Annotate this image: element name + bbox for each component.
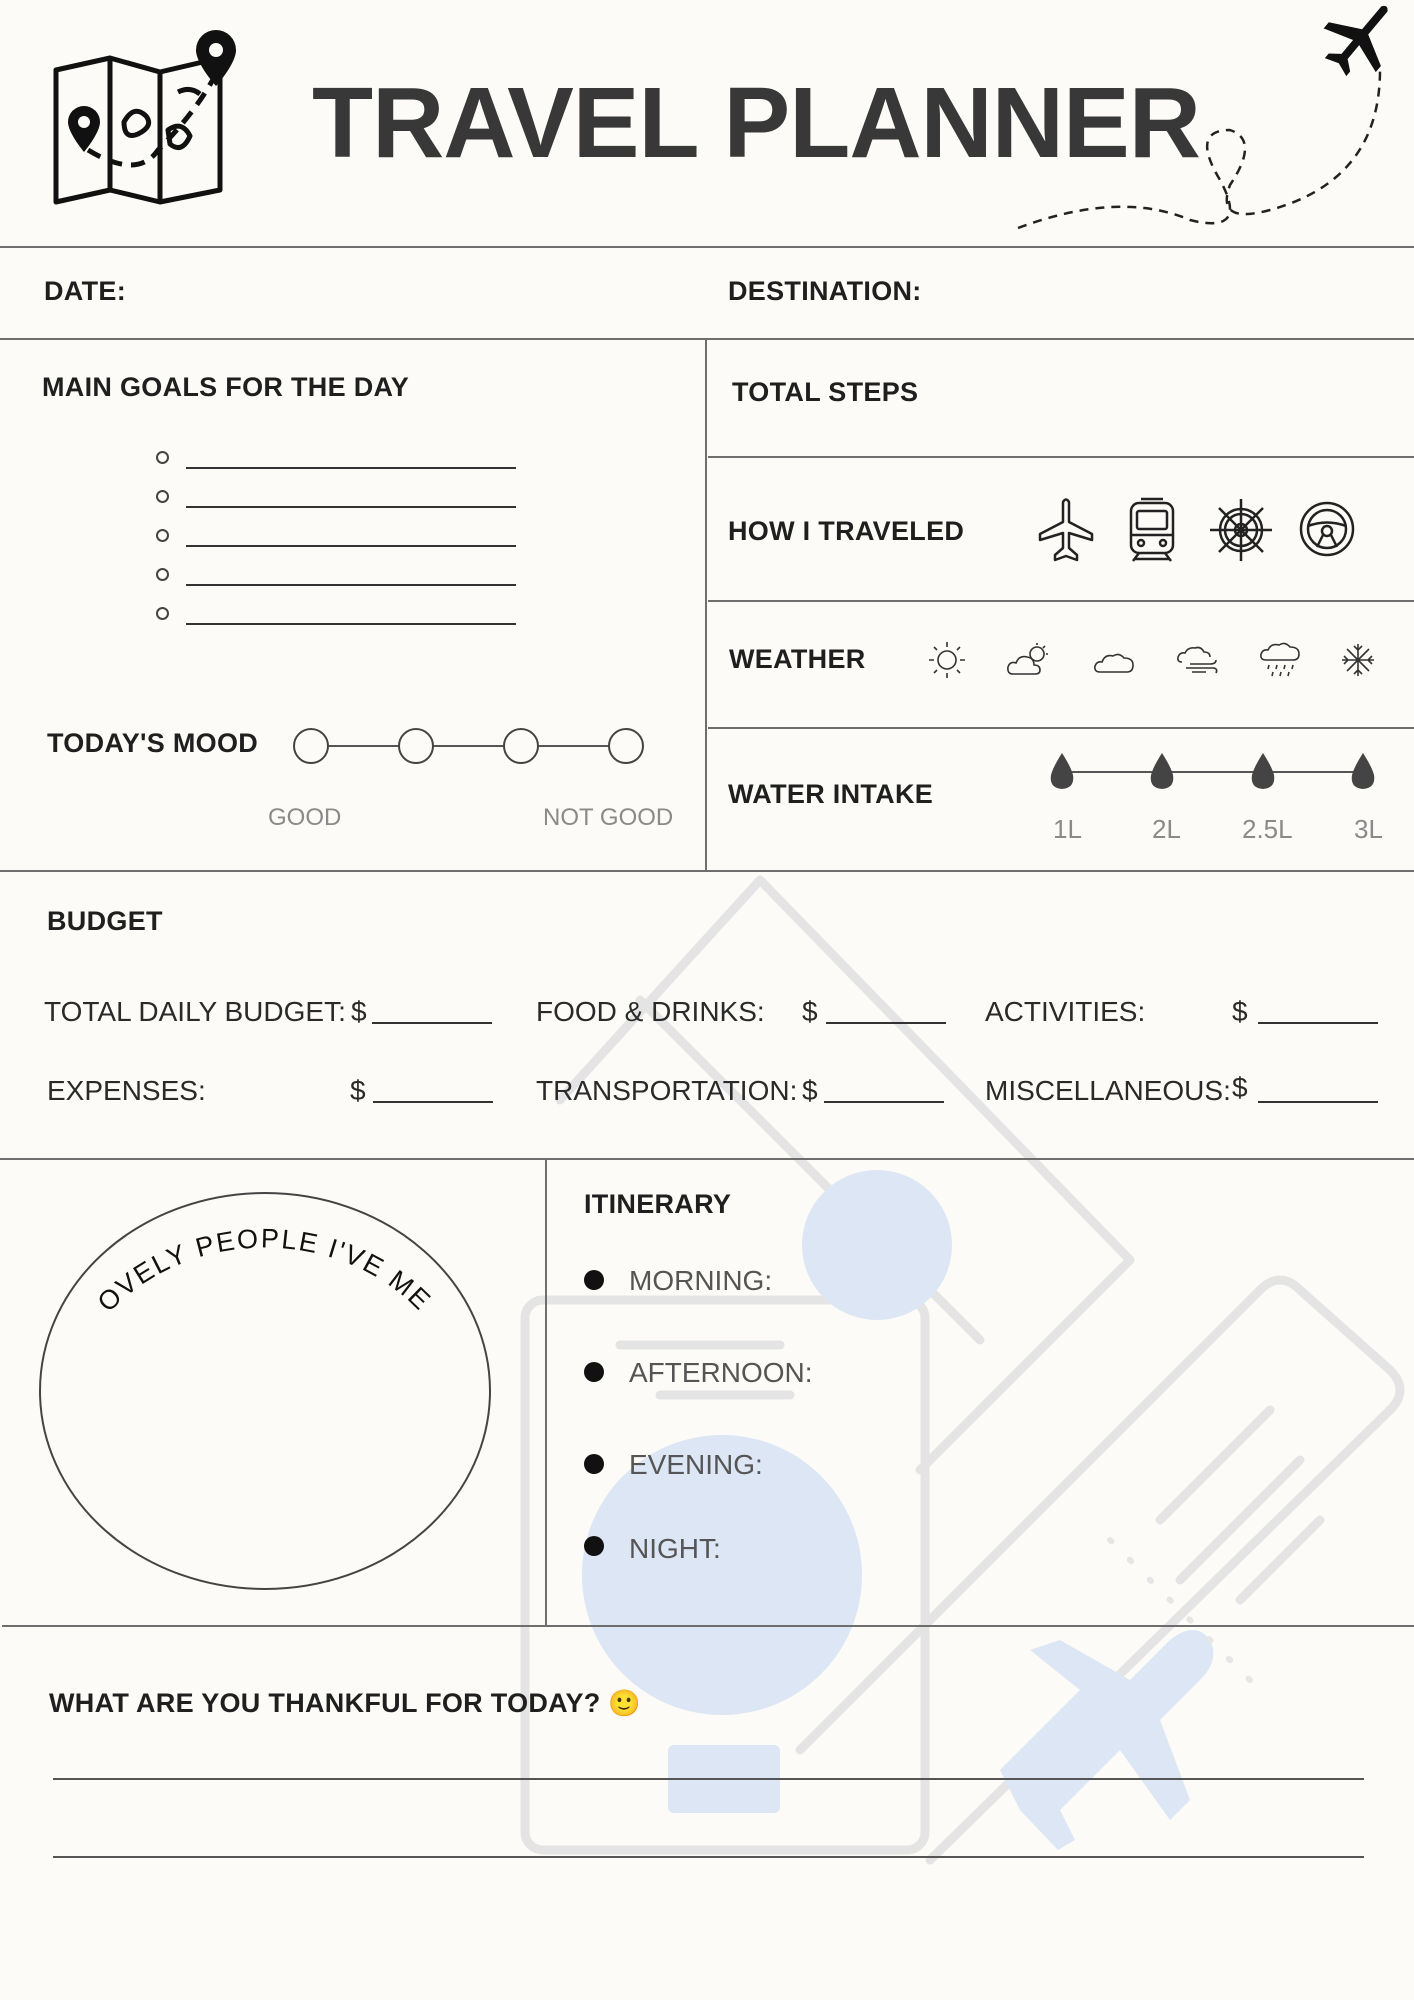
goal-bullet [156,490,169,503]
mood-option[interactable] [398,728,434,764]
divider [545,1159,547,1626]
total-budget-label: TOTAL DAILY BUDGET: [44,996,346,1027]
miscellaneous-field[interactable] [1258,1101,1378,1103]
divider [705,339,707,871]
water-drop-icon[interactable] [1147,751,1177,791]
mood-option[interactable] [608,728,644,764]
itinerary-bullet [584,1270,604,1290]
thankful-line[interactable] [53,1778,1364,1780]
activities-label: ACTIVITIES: [985,996,1146,1027]
water-title: WATER INTAKE [728,779,934,809]
mood-not-good-label: NOT GOOD [543,804,674,831]
divider [0,338,1414,340]
transportation-label: TRANSPORTATION: [536,1075,798,1106]
mood-scale-line [310,745,630,747]
divider [0,246,1414,248]
sun-icon[interactable] [927,640,967,680]
goal-line[interactable] [186,506,516,508]
people-title: LOVELY PEOPLE I'VE MET [25,1162,438,1318]
water-level-label: 3L [1354,814,1383,844]
windy-icon[interactable] [1176,644,1220,676]
divider [708,600,1414,602]
water-level-label: 2.5L [1242,814,1293,844]
water-level-label: 2L [1152,814,1181,844]
food-drinks-label: FOOD & DRINKS: [536,996,765,1027]
weather-title: WEATHER [729,644,866,674]
thankful-title [49,1688,641,1719]
goals-title: MAIN GOALS FOR THE DAY [42,372,410,402]
people-circle[interactable] [25,1162,495,1596]
steering-wheel-icon[interactable] [1297,499,1357,559]
itinerary-evening-label: EVENING: [629,1449,763,1480]
expenses-field[interactable] [373,1101,493,1103]
itinerary-night-label: NIGHT: [629,1533,721,1564]
ship-wheel-icon[interactable] [1208,497,1274,563]
itinerary-bullet [584,1362,604,1382]
itinerary-morning-label: MORNING: [629,1265,773,1296]
water-drop-icon[interactable] [1047,751,1077,791]
currency-symbol: $ [802,996,818,1027]
goal-bullet [156,568,169,581]
divider [2,1625,1414,1627]
partly-cloudy-icon[interactable] [1007,642,1051,678]
mood-option[interactable] [503,728,539,764]
divider [0,1158,1414,1160]
date-label: DATE: [44,276,126,306]
goal-bullet [156,529,169,542]
currency-symbol: $ [351,996,367,1027]
svg-text:LOVELY PEOPLE I'VE MET [26,1162,438,1318]
goal-bullet [156,607,169,620]
steps-title: TOTAL STEPS [732,377,919,407]
transportation-field[interactable] [824,1101,944,1103]
activities-field[interactable] [1258,1022,1378,1024]
water-drop-icon[interactable] [1348,751,1378,791]
water-scale-line [1062,771,1362,773]
budget-title: BUDGET [47,906,163,936]
train-icon[interactable] [1127,497,1177,563]
cloudy-icon[interactable] [1093,646,1137,676]
divider [708,456,1414,458]
smiley-icon: 🙂 [608,1688,642,1718]
total-budget-field[interactable] [372,1022,492,1024]
snow-icon[interactable] [1340,642,1376,678]
airplane-icon[interactable] [1036,498,1096,564]
thankful-line[interactable] [53,1856,1364,1858]
rain-icon[interactable] [1259,640,1301,680]
divider [708,727,1414,729]
goal-line[interactable] [186,623,516,625]
goal-bullet [156,451,169,464]
currency-symbol: $ [1232,1072,1248,1103]
goal-line[interactable] [186,545,516,547]
itinerary-afternoon-label: AFTERNOON: [629,1357,813,1388]
water-level-label: 1L [1053,814,1082,844]
divider [0,870,1414,872]
goal-line[interactable] [186,584,516,586]
goal-line[interactable] [186,467,516,469]
itinerary-title: ITINERARY [584,1189,732,1219]
mood-option[interactable] [293,728,329,764]
expenses-label: EXPENSES: [47,1075,206,1106]
currency-symbol: $ [1232,996,1248,1027]
thankful-text: WHAT ARE YOU THANKFUL FOR TODAY? [49,1688,601,1718]
water-drop-icon[interactable] [1248,751,1278,791]
mood-title: TODAY'S MOOD [47,728,259,758]
flight-path-decoration [1000,0,1414,230]
mood-good-label: GOOD [268,804,342,831]
map-icon [48,30,248,220]
miscellaneous-label: MISCELLANEOUS: [985,1075,1231,1106]
destination-label: DESTINATION: [728,276,922,306]
currency-symbol: $ [350,1075,366,1106]
itinerary-bullet [584,1454,604,1474]
currency-symbol: $ [802,1075,818,1106]
itinerary-bullet [584,1536,604,1556]
page-title: TRAVEL PLANNER [312,67,1200,179]
food-drinks-field[interactable] [826,1022,946,1024]
travel-title: HOW I TRAVELED [728,516,965,546]
